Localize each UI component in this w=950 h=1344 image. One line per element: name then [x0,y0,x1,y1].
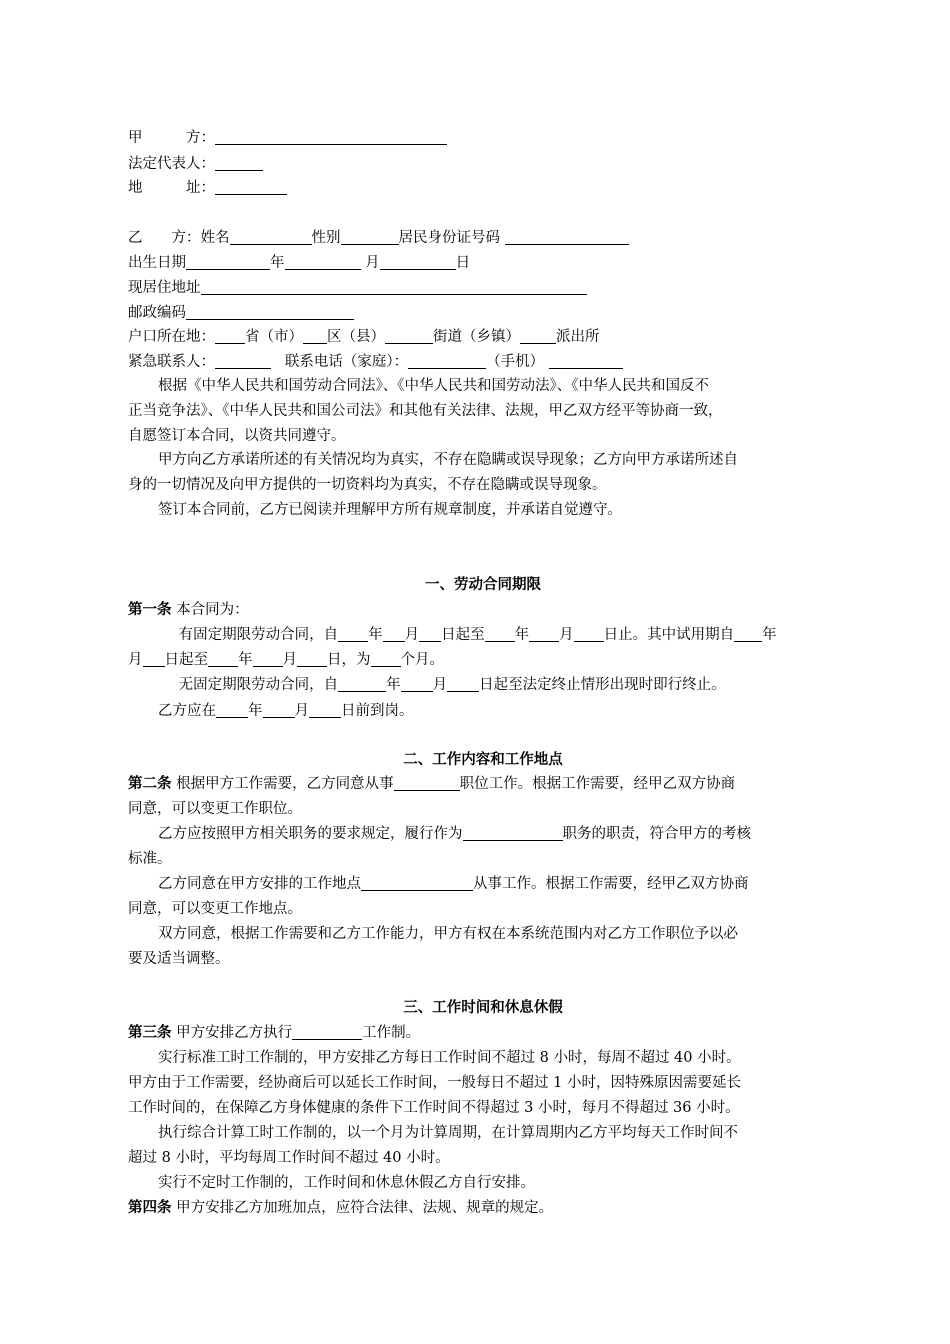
duty-text-a: 乙方应按照甲方相关职务的要求规定，履行作为 [158,826,463,842]
probation-line [128,650,444,670]
article2-label: 第二条 [128,775,172,792]
year-label: 年 [368,627,383,643]
probation-text-a: 日起至 [164,652,208,668]
fixed-term-text-b: 日起至 [441,627,485,643]
hukou-province-blank[interactable] [215,328,245,344]
id-label: 居民身份证号码 [398,230,500,246]
year-label: 年 [386,677,401,693]
fixed-term-line [128,625,777,645]
emergency-line [128,352,623,372]
gender-blank[interactable] [341,229,399,245]
duty-line2: 标准。 [128,851,172,867]
article3-line [128,1023,420,1043]
open-term-text-a: 无固定期限劳动合同，自 [178,677,339,693]
article1-line [128,600,249,620]
emergency-name-blank[interactable] [215,353,271,369]
postal-label: 邮政编码 [128,305,186,321]
article1-label: 第一条 [128,601,172,618]
party-b-name-line [128,228,629,248]
residence-blank[interactable] [201,279,587,295]
probation-text-b: 日，为 [327,652,371,668]
article4-label: 第四条 [128,1199,172,1216]
birth-label: 出生日期 [128,255,186,271]
position-blank[interactable] [394,775,460,791]
party-b-intro-label: 乙 方：姓名 [128,230,230,246]
article3-text-b: 工作制。 [362,1025,421,1041]
article2-line [128,774,735,794]
fixed-term-text-a: 有固定期限劳动合同，自 [178,627,339,643]
preamble-p1-l2: 正当竞争法》、《中华人民共和国公司法》和其他有关法律、法规，甲乙双方经平等协商一致， [128,403,723,419]
birth-day-label: 日 [455,255,471,271]
hukou-label: 户口所在地： [128,329,215,345]
section3-heading: 三、工作时间和休息休假 [403,999,563,1016]
phone-mobile-label: （手机） [486,354,545,370]
standard-hours-l2: 甲方由于工作需要，经协商后可以延长工作时间，一般每日不超过 1 小时，因特殊原因需要延长 [128,1075,741,1091]
report-text-b: 日前到岗。 [341,703,414,719]
residence-label: 现居住地址 [128,280,201,296]
birth-line [128,253,470,273]
hukou-street-blank[interactable] [385,328,433,344]
preamble-p3: 签订本合同前，乙方已阅读并理解甲方所有规章制度，并承诺自觉遵守。 [158,502,622,518]
party-a-name-blank[interactable] [215,129,447,145]
hukou-district-blank[interactable] [303,328,327,344]
duty-line [128,824,751,844]
duty-blank[interactable] [463,825,563,841]
section1-heading: 一、劳动合同期限 [425,576,541,593]
fixed-start-day-blank[interactable] [419,626,441,642]
article3-text-a: 甲方安排乙方执行 [176,1025,293,1041]
hukou-line [128,327,600,347]
comprehensive-hours-l1: 执行综合计算工时工作制的，以一个月为计算周期，在计算周期内乙方平均每天工作时间不 [158,1125,738,1141]
article3-label: 第三条 [128,1024,172,1041]
flexible-hours: 实行不定时工作制的，工作时间和休息休假乙方自行安排。 [158,1175,535,1191]
preamble-p1-l1: 根据《中华人民共和国劳动合同法》、《中华人民共和国劳动法》、《中华人民共和国反不 [158,378,709,394]
adjust-line2: 要及适当调整。 [128,951,230,967]
article2-text-a: 根据甲方工作需要，乙方同意从事 [176,776,394,792]
workplace-line2: 同意，可以变更工作地点。 [128,901,302,917]
fixed-end-day-blank[interactable] [574,626,604,642]
preamble-p2-l1: 甲方向乙方承诺所述的有关情况均为真实，不存在隐瞒或误导现象；乙方向甲方承诺所述自 [158,452,738,468]
month-label: 月 [128,652,143,668]
year-label: 年 [248,703,263,719]
fixed-start-year-blank[interactable] [338,626,368,642]
gender-label: 性别 [311,230,341,246]
workplace-blank[interactable] [361,875,473,891]
probation-end-day-blank[interactable] [297,651,327,667]
article4-text: 甲方安排乙方加班加点，应符合法律、法规、规章的规定。 [176,1200,554,1216]
fixed-end-year-blank[interactable] [485,626,515,642]
adjust-line1: 双方同意，根据工作需要和乙方工作能力，甲方有权在本系统范围内对乙方工作职位予以必 [158,926,738,942]
workplace-text-b: 从事工作。根据工作需要，经甲乙双方协商 [473,876,749,892]
open-start-month-blank[interactable] [401,676,433,692]
open-start-day-blank[interactable] [447,676,479,692]
probation-start-month-blank[interactable] [143,651,165,667]
report-month-blank[interactable] [263,702,295,718]
article2-text-b: 职位工作。根据工作需要，经甲乙双方协商 [459,776,736,792]
section2-heading: 二、工作内容和工作地点 [403,751,563,768]
party-a-address-blank[interactable] [215,179,287,195]
fixed-start-month-blank[interactable] [383,626,405,642]
open-start-year-blank[interactable] [338,676,386,692]
postal-line [128,303,354,323]
standard-hours-l1: 实行标准工时工作制的，甲方安排乙方每日工作时间不超过 8 小时，每周不超过 40 小时。 [158,1050,741,1066]
article4-line [128,1198,553,1218]
probation-text-c: 个月。 [400,652,444,668]
party-b-name-blank[interactable] [230,229,312,245]
birth-day-blank[interactable] [380,254,456,270]
fixed-term-text-c: 日止。其中试用期自 [603,627,735,643]
party-a-name-label: 甲 方： [128,130,215,146]
birth-year-blank[interactable] [186,254,270,270]
comprehensive-hours-l2: 超过 8 小时，平均每周工作时间不超过 40 小时。 [128,1150,450,1166]
workplace-line [128,874,749,894]
emergency-label: 紧急联系人： [128,354,215,370]
report-line [128,701,414,721]
month-label: 月 [282,652,297,668]
month-label: 月 [294,703,309,719]
article1-text: 本合同为： [176,602,249,618]
postal-blank[interactable] [186,304,354,320]
month-label: 月 [404,627,420,643]
probation-end-year-blank[interactable] [208,651,238,667]
district-label: 区（县） [327,329,385,345]
birth-month-label: 月 [365,255,380,271]
id-blank[interactable] [505,229,629,245]
hukou-police-blank[interactable] [520,328,556,344]
preamble-p2-l2: 身的一切情况及向甲方提供的一切资料均为真实，不存在隐瞒或误导现象。 [128,477,607,493]
year-label: 年 [514,627,530,643]
article2-line2: 同意，可以变更工作职位。 [128,801,302,817]
month-label: 月 [559,627,574,643]
standard-hours-l3: 工作时间的，在保障乙方身体健康的条件下工作时间不得超过 3 小时，每月不得超过 36 小时。 [128,1100,740,1116]
fixed-end-month-blank[interactable] [529,626,559,642]
province-label: 省（市） [245,329,303,345]
phone-mobile-blank[interactable] [549,353,623,369]
work-system-blank[interactable] [292,1024,362,1040]
party-a-rep-label: 法定代表人： [128,156,215,172]
report-year-blank[interactable] [216,702,248,718]
workplace-text-a: 乙方同意在甲方安排的工作地点 [158,876,361,892]
party-a-address-line [128,178,287,198]
birth-year-label: 年 [270,255,285,271]
party-a-name-line [128,128,447,148]
party-a-address-label: 地 址： [128,180,215,196]
report-day-blank[interactable] [309,702,341,718]
report-text-a: 乙方应在 [158,703,216,719]
party-a-rep-blank[interactable] [215,155,263,171]
probation-end-month-blank[interactable] [253,651,283,667]
phone-home-label: 联系电话（家庭）： [284,354,409,370]
party-a-rep-line [128,154,263,174]
year-label: 年 [238,652,253,668]
probation-start-year-blank[interactable] [734,626,762,642]
open-term-text-b: 日起至法定终止情形出现时即行终止。 [479,677,726,693]
year-label: 年 [762,627,777,643]
preamble-p1-l3: 自愿签订本合同，以资共同遵守。 [128,428,346,444]
month-label: 月 [432,677,448,693]
duty-text-b: 职务的职责，符合甲方的考核 [562,826,751,842]
police-label: 派出所 [556,329,600,345]
birth-month-blank[interactable] [285,254,361,270]
open-term-line [128,675,726,695]
probation-months-blank[interactable] [371,651,401,667]
phone-home-blank[interactable] [408,353,486,369]
street-label: 街道（乡镇） [433,329,520,345]
residence-line [128,278,587,298]
